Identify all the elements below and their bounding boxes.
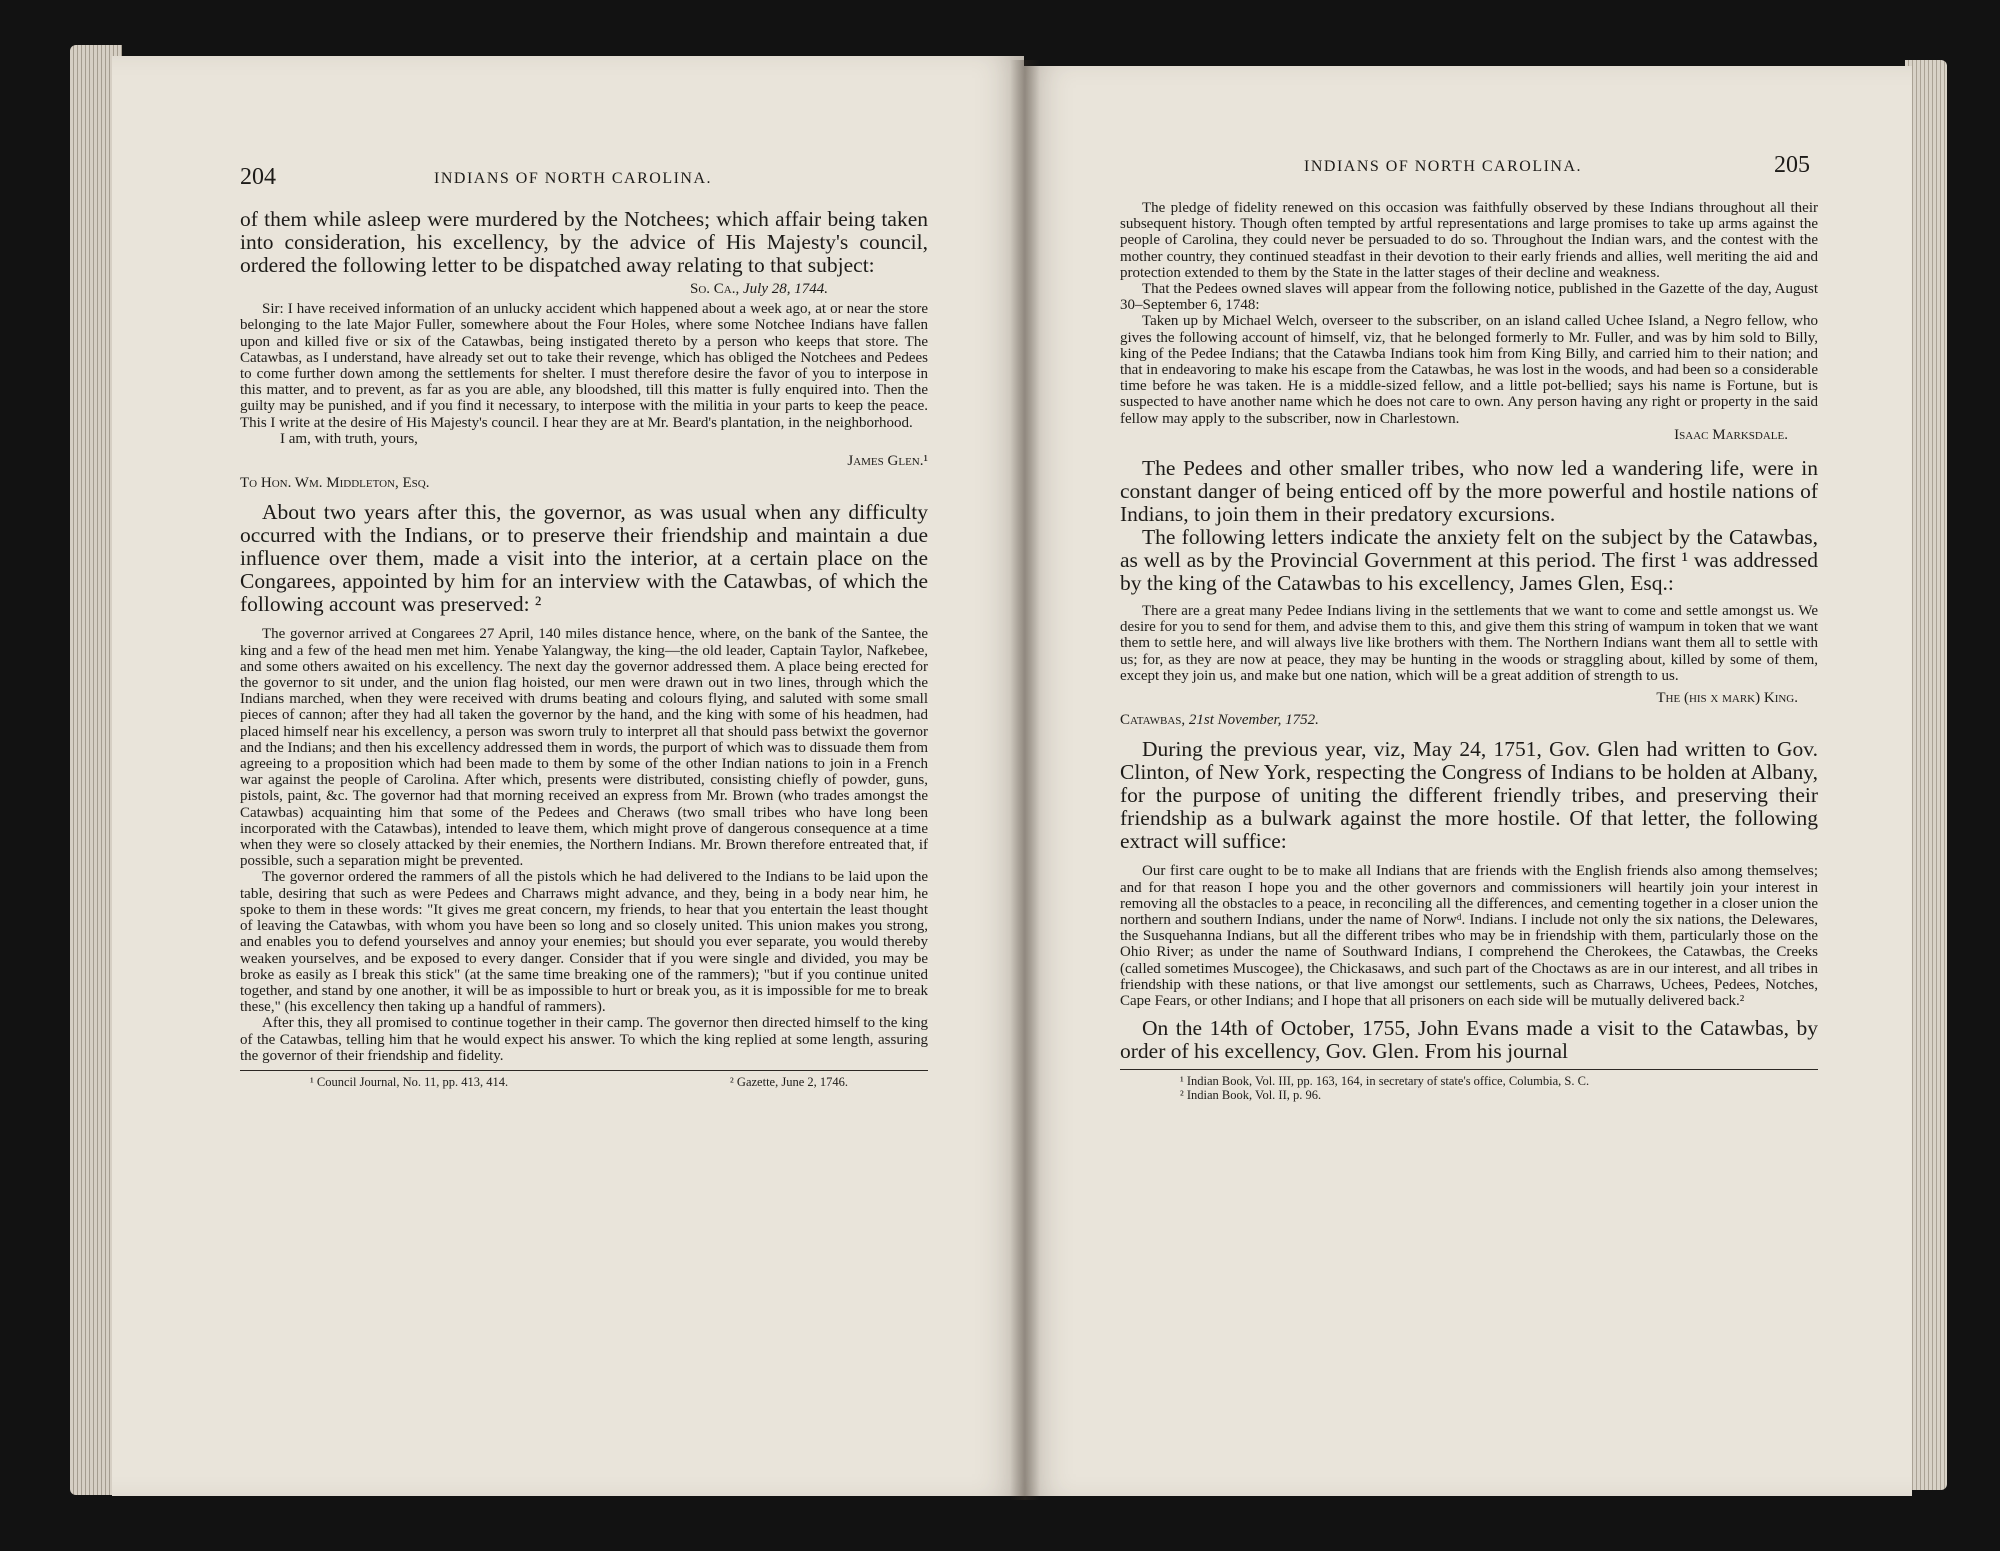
paragraph-small: That the Pedees owned slaves will appear from the following notice, published in the Gazette of the day, August 30–September 6, 1748:: [1120, 281, 1818, 314]
letter-date: 21st November, 1752.: [1188, 712, 1319, 729]
extract-text: Our first care ought to be to make all Indians that are friends with the English friends also among themselves; and for that reason I hope you and the other governors and commissioners will heartily join your interest in removing all the obstacles to a peace, in reconciling all the differences, and cementing together in a closer union the northern and southern Indians, under the name of Norwᵈ. Indians. I include not only the six nations, the Delewares, the Susquehanna Indians, but all the different tribes who may be in friendship with them, particularly those on the Ohio River; as under the name of Southward Indians, I comprehend the Cherokees, the Catawbas, the Creeks (called sometimes Muscogee), the Chickasaws, and such part of the Choctaws as are in our interest, and all tribes in friendship with these nations, or that live amongst our settlements, such as Charraws, Uchees, Pedees, Notches, Cape Fears, or other Indians; and I hope that all prisoners on each side will be mutually delivered back.²: [1120, 863, 1818, 1010]
dateline-date: July 28, 1744.: [743, 281, 828, 297]
letter-signature: James Glen.¹: [847, 453, 928, 470]
book-gutter: [1010, 60, 1040, 1500]
quoted-account: The governor ordered the rammers of all the pistols which he had delivered to the Indians to be laid upon the table, desiring that such as were Pedees and Charraws might advance, and they, being in a body near him, he spoke to them in these words: "It gives me great concern, my friends, to hear that you entertain the least thought of leaving the Catawbas, with whom you have been so long and so closely united. This union makes you strong, and enables you to defend yourselves and annoy your enemies; but should you ever separate, you would thereby weaken yourselves, and be exposed to every danger. Consider that if you were single and divided, you may be broke as easily as I break this stick" (at the same time breaking one of the rammers); "but if you continue united together, and stand by one another, it will be as impossible to hurt or break you, as it is impossible for me to break these," (his excellency then taking up a handful of rammers).: [240, 869, 928, 1016]
notice-signature: Isaac Marksdale.: [1674, 426, 1788, 443]
paragraph: The Pedees and other smaller tribes, who now led a wandering life, were in constant danger of being enticed off by the more powerful and hostile nations of Indians, to join them in their predatory excursions.: [1120, 456, 1818, 527]
quoted-account: After this, they all promised to continue together in their camp. The governor then directed himself to the king of the Catawbas, telling him that he would expect his answer. To which the king replied at some length, assuring the governor of their friendship and fidelity.: [240, 1015, 928, 1064]
running-head: INDIANS OF NORTH CAROLINA.: [1304, 158, 1583, 175]
footnote: ² Indian Book, Vol. II, p. 96.: [1180, 1088, 1322, 1103]
footnote-rule: [1120, 1069, 1818, 1070]
footnote: ² Gazette, June 2, 1746.: [730, 1074, 848, 1089]
page-number: 204: [240, 164, 276, 190]
paragraph: On the 14th of October, 1755, John Evans made a visit to the Catawbas, by order of his excellency, Gov. Glen. From his journal: [1120, 1016, 1818, 1064]
letter-addressee: To Hon. Wm. Middleton, Esq.: [240, 475, 430, 492]
paragraph: of them while asleep were murdered by the Notchees; which affair being taken into consideration, his excellency, by the advice of His Majesty's council, ordered the following letter to be dispatched away relating to that subject:: [240, 207, 928, 277]
right-page: [1024, 66, 1912, 1496]
footnotes: [240, 1075, 928, 1090]
running-head: INDIANS OF NORTH CAROLINA.: [434, 170, 713, 187]
notice-text: Taken up by Michael Welch, overseer to the subscriber, on an island called Uchee Island, a Negro fellow, who gives the following account of himself, viz, that he belonged formerly to Mr. Fuller, and was by him sold to Billy, king of the Pedee Indians; that the Catawba Indians took him from King Billy, and carried him to their nation; and that in endeavoring to make his escape from the Catawbas, he was lost in the woods, and had been so a considerable time before he was taken. He is a middle-sized fellow, and a little pot-bellied; says his name is Fortune, but is suspected to have another name which he does not care to own. Any person having any right or property in the said fellow may apply to the subscriber, now in Charlestown.: [1120, 313, 1818, 427]
letter-signature: The (his x mark) King.: [1656, 690, 1798, 707]
right-text-column: [1120, 200, 1818, 1102]
dateline: [240, 281, 928, 297]
letter-text: There are a great many Pedee Indians living in the settlements that we want to come and settle amongst us. We desire for you to send for them, and advise them to this, and give them this string of wampum in token that we want them to settle here, and will always live like brothers with them. The Northern Indians want them all to settle with us; for, as they are now at peace, they may be hunting in the woods or straggling about, killed by some of them, except they join us, and make but one nation, which will be a great addition of strength to us.: [1120, 603, 1818, 684]
dateline-place: So. Ca.,: [690, 281, 740, 297]
left-page: [112, 56, 1024, 1496]
paragraph: About two years after this, the governor, as was usual when any difficulty occurred with the Indians, or to preserve their friendship and maintain a due influence over them, made a visit into the interior, at a certain place on the Congarees, appointed by him for an interview with the Catawbas, of which the following account was preserved: ²: [240, 500, 928, 617]
footnote: ¹ Indian Book, Vol. III, pp. 163, 164, in secretary of state's office, Columbia, S. C.: [1180, 1074, 1590, 1089]
quoted-account: The governor arrived at Congarees 27 April, 140 miles distance hence, where, on the bank of the Santee, the king and a few of the head men met him. Yenabe Yalangway, the king—the old leader, Captain Taylor, Nafkebee, and some others awaited on his excellency. The next day the governor addressed them. A place being erected for the governor to sit under, and the union flag hoisted, our men were drawn out in two lines, through which the Indians marched, when they were received with drums beating and colours flying, and saluted with some small pieces of cannon; after they had all taken the governor by the hand, and the king with some of his headmen, had placed himself near his excellency, a person was sworn truly to interpret all that should pass betwixt the governor and the Indians; and then his excellency addressed them in words, the purport of which was to dissuade them from agreeing to a proposition which had been made to them by some of the other Indian nations to join in a French war against the people of Carolina. After which, presents were distributed, consisting chiefly of powder, guns, pistols, paint, &c. The governor had that morning received an express from Mr. Brown (who trades amongst the Catawbas) acquainting him that some of the Pedees and Cheraws (two small tribes who have long been incorporated with the Catawbas), intended to leave them, which might prove of dangerous consequence at a time when they were so closely attacked by their enemies, the Northern Indians. Mr. Brown therefore entreated that, if possible, such a separation might be prevented.: [240, 626, 928, 870]
letter-place: Catawbas,: [1120, 712, 1186, 729]
letter-dateline: [1120, 712, 1818, 728]
footnote: ¹ Council Journal, No. 11, pp. 413, 414.: [310, 1074, 509, 1089]
left-text-column: [240, 208, 928, 1090]
page-number: 205: [1774, 152, 1810, 178]
paragraph-small: The pledge of fidelity renewed on this occasion was faithfully observed by these Indians throughout all their subsequent history. Though often tempted by artful representations and large promises to take up arms against the people of Carolina, they could never be persuaded to do so. Throughout the Indian wars, and the contest with the mother country, they continued steadfast in their devotion to their early friends and allies, well meriting the aid and protection extended to them by the State in the latter stages of their decline and weakness.: [1120, 200, 1818, 281]
footnotes: [1120, 1074, 1818, 1102]
letter-closing: I am, with truth, yours,: [280, 430, 418, 447]
footnote-rule: [240, 1070, 928, 1071]
paragraph: The following letters indicate the anxiety felt on the subject by the Catawbas, as well as by the Provincial Government at this period. The first ¹ was addressed by the king of the Catawbas to his excellency, James Glen, Esq.:: [1120, 525, 1818, 596]
paragraph: During the previous year, viz, May 24, 1751, Gov. Glen had written to Gov. Clinton, of New York, respecting the Congress of Indians to be holden at Albany, for the purpose of uniting the different friendly tribes, and preserving their friendship as a bulwark against the more hostile. Of that letter, the following extract will suffice:: [1120, 737, 1818, 854]
letter-text: Sir: I have received information of an unlucky accident which happened about a week ago, at or near the store belonging to the late Major Fuller, somewhere about the Four Holes, where some Notchee Indians have fallen upon and killed five or six of the Catawbas, being instigated thereto by a person who keeps that store. The Catawbas, as I understand, have already set out to take their revenge, which has obliged the Notchees and Pedees to come further down among the settlements for shelter. I must therefore desire the favor of you to interpose in this matter, and to prevent, as far as you are able, any bloodshed, till this matter is fully enquired into. Then the guilty may be punished, and if you find it necessary, to interpose with the militia in your parts to keep the peace. This I write at the desire of His Majesty's council. I hear they are at Mr. Beard's plantation, in the neighborhood.: [240, 301, 928, 431]
